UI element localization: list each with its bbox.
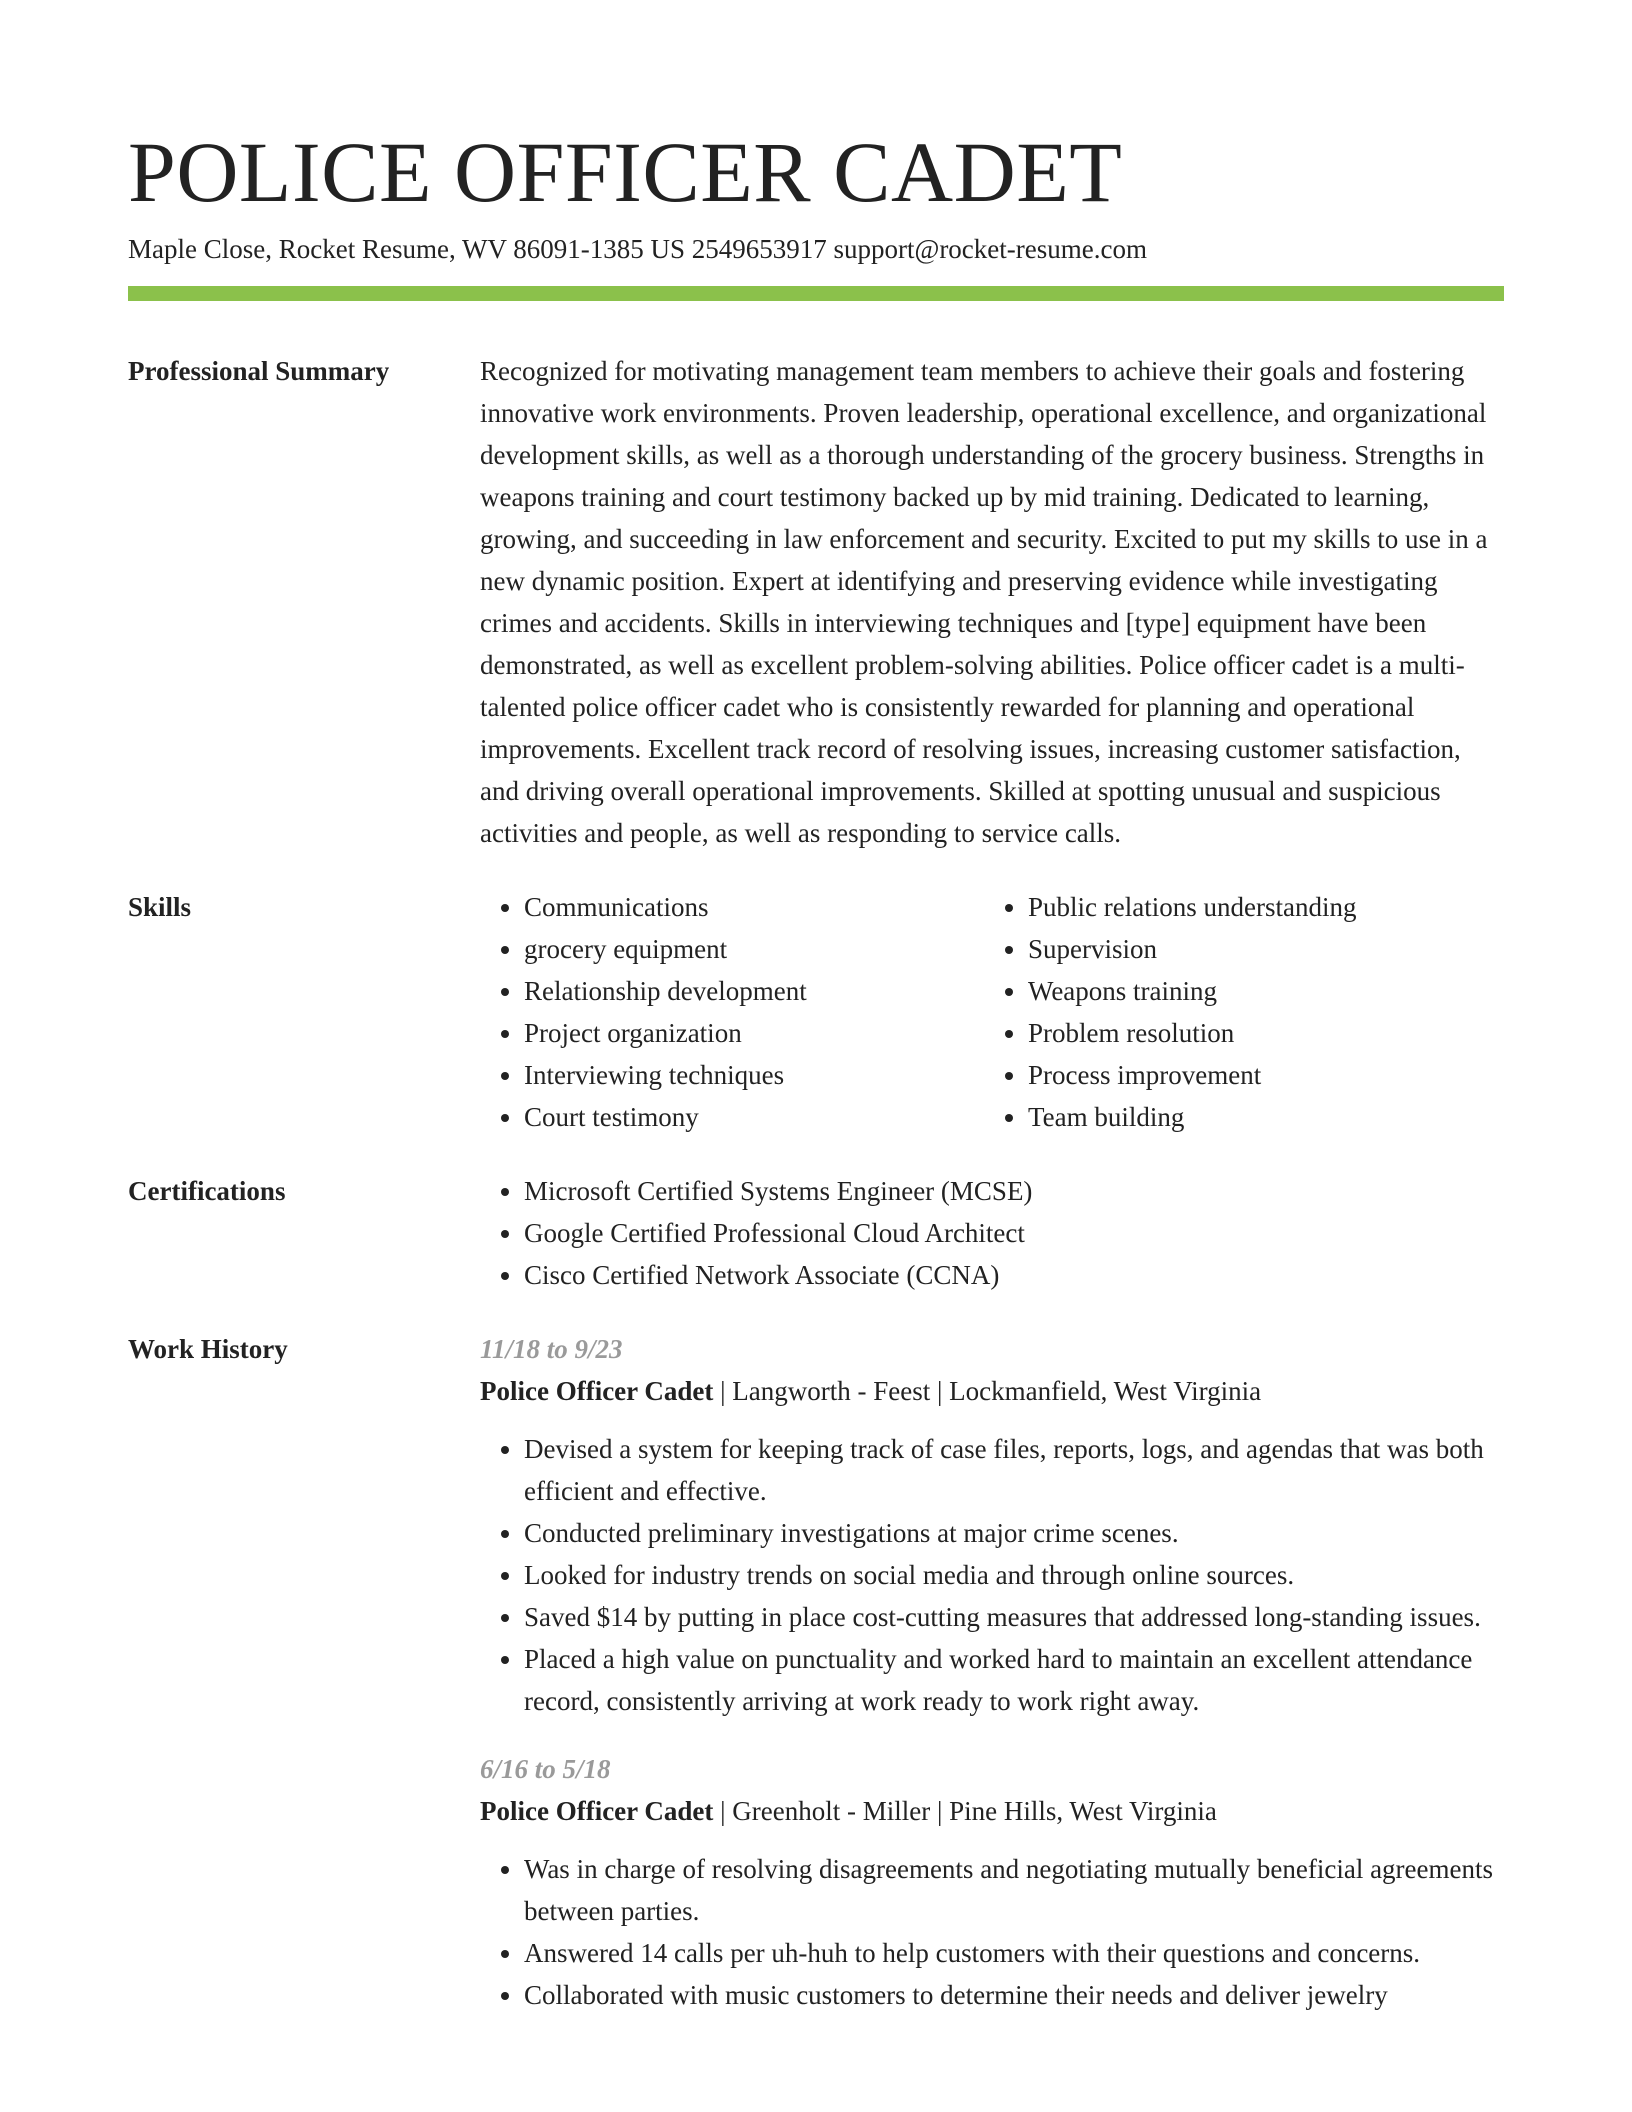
skill-item: • Weapons training (1028, 970, 1532, 1012)
skill-item: • Project organization (524, 1012, 984, 1054)
skills-grid (480, 886, 1504, 1138)
skill-item: • Team building (1028, 1096, 1532, 1138)
work-history-body (480, 1328, 1504, 2042)
resume-name: POLICE OFFICER CADET (128, 124, 1123, 220)
job-details: | Langworth - Feest | Lockmanfield, West Virginia (713, 1376, 1262, 1406)
job-bullet: • Was in charge of resolving disagreements and negotiating mutually beneficial agreements between parties. (524, 1848, 1504, 1932)
resume-sections (128, 350, 1504, 2074)
job-dates: 11/18 to 9/23 (480, 1334, 623, 1364)
job-heading (480, 1370, 1504, 1412)
job-bullets (480, 1428, 1504, 1722)
summary-text: Recognized for motivating management team members to achieve their goals and fostering innovative work environments. Proven leadership, operational excellence, and organizational development skills, as well as a thorough understanding of the grocery business. Strengths in weapons training and court testimony backed up by mid training. Dedicated to learning, growing, and succeeding in law enforcement and security. Excited to put my skills to use in a new dynamic position. Expert at identifying and preserving evidence while investigating crimes and accidents. Skills in interviewing techniques and [type] equipment have been demonstrated, as well as excellent problem-solving abilities. Police officer cadet is a multi-talented police officer cadet who is consistently rewarded for planning and operational improvements. Excellent track record of resolving issues, increasing customer satisfaction, and driving overall operational improvements. Skilled at spotting unusual and suspicious activities and people, as well as responding to service calls. (480, 356, 1488, 848)
skill-item: • Relationship development (524, 970, 984, 1012)
skill-item: • Supervision (1028, 928, 1532, 970)
section-label-skills: Skills (128, 892, 192, 922)
section-label-certifications: Certifications (128, 1176, 286, 1206)
skill-item: • Court testimony (524, 1096, 984, 1138)
section-label-work-history: Work History (128, 1334, 288, 1364)
job-bullet: • Saved $14 by putting in place cost-cutting measures that addressed long-standing issues. (524, 1596, 1504, 1638)
section-certifications (128, 1170, 1504, 1296)
certifications-list (480, 1170, 1504, 1296)
skill-item: • Problem resolution (1028, 1012, 1532, 1054)
job-bullet: • Devised a system for keeping track of case files, reports, logs, and agendas that was both efficient and effective. (524, 1428, 1504, 1512)
job-details: | Greenholt - Miller | Pine Hills, West Virginia (713, 1796, 1217, 1826)
job-heading (480, 1790, 1504, 1832)
accent-divider (128, 286, 1504, 301)
job-bullet: • Answered 14 calls per uh-huh to help customers with their questions and concerns. (524, 1932, 1504, 1974)
section-skills (128, 886, 1504, 1138)
certification-item: • Cisco Certified Network Associate (CCNA) (524, 1254, 1504, 1296)
job-title: Police Officer Cadet (480, 1376, 714, 1406)
skill-item: • Interviewing techniques (524, 1054, 984, 1096)
skill-item: • Public relations understanding (1028, 886, 1532, 928)
job-bullet: • Looked for industry trends on social media and through online sources. (524, 1554, 1504, 1596)
certifications-body (480, 1170, 1504, 1296)
skills-list-left (480, 886, 984, 1138)
certification-item: • Google Certified Professional Cloud Architect (524, 1212, 1504, 1254)
skill-item: • Process improvement (1028, 1054, 1532, 1096)
section-label-summary: Professional Summary (128, 356, 390, 386)
job-bullet: • Collaborated with music customers to determine their needs and deliver jewelry (524, 1974, 1504, 2016)
job-dates: 6/16 to 5/18 (480, 1754, 611, 1784)
section-work-history (128, 1328, 1504, 2042)
job-entry (480, 1328, 1504, 1722)
certification-item: • Microsoft Certified Systems Engineer (MCSE) (524, 1170, 1504, 1212)
job-title: Police Officer Cadet (480, 1796, 714, 1826)
job-bullet: • Conducted preliminary investigations at major crime scenes. (524, 1512, 1504, 1554)
job-bullet: • Placed a high value on punctuality and worked hard to maintain an excellent attendance record, consistently arriving at work ready to work right away. (524, 1638, 1504, 1722)
job-bullets (480, 1848, 1504, 2016)
skill-item: • grocery equipment (524, 928, 984, 970)
skills-list-right (984, 886, 1532, 1138)
skill-item: • Communications (524, 886, 984, 928)
contact-info: Maple Close, Rocket Resume, WV 86091-1385 US 2549653917 support@rocket-resume.com (128, 234, 1147, 264)
section-professional-summary (128, 350, 1504, 854)
job-entry (480, 1748, 1504, 2016)
summary-body (480, 350, 1504, 854)
